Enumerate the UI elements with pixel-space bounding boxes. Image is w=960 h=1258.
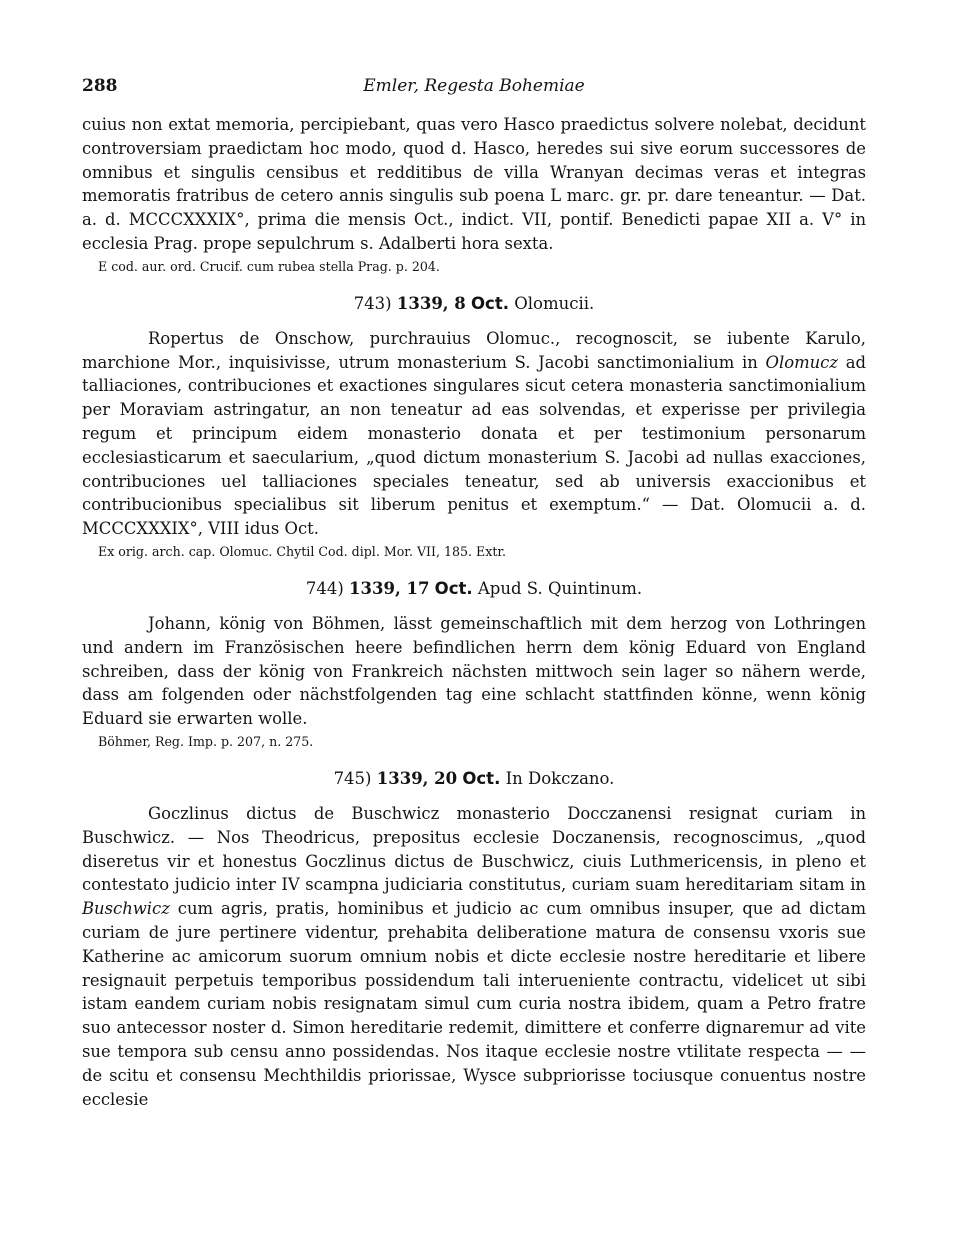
entry-text-part: ad talliaciones, contribuciones et exactiones singulares sicut cetera monasteria sanctimonialium per Moraviam astringatur, an non teneatur ad eas solvendas, et experisse per privilegia regum et principum eidem monasterio donata et per testimonium personarum ecclesiasticarum et saecularium, „quod dictum monasterium S. Jacobi ad nullas exacciones, contribuciones uel talliaciones speciales teneatur, sed ab universis exaccionibus et contribucionibus specialibus sit liberum penitus et exemptum.“ — Dat. Olomucii a. d. MCCCXXXIX°, VIII idus Oct.: [82, 352, 866, 539]
page-number: 288: [82, 76, 118, 96]
entry-743-text: [82, 327, 866, 541]
running-title: Emler, Regesta Bohemiae: [363, 76, 585, 96]
entry-month: Oct.: [462, 768, 501, 788]
entry-date: 1339, 17: [349, 578, 430, 598]
entry-744-text: [82, 612, 866, 731]
entry-month: Oct.: [471, 293, 509, 313]
entry-month: Oct.: [434, 578, 473, 598]
entry-date: 1339, 20: [376, 768, 458, 788]
entry-745-heading: [82, 767, 866, 791]
entry-number: 745): [333, 768, 372, 788]
entry-number: 744): [305, 578, 344, 598]
entry-text-part: Johann, könig von Böhmen, lässt gemeinschaftlich mit dem herzog von Lothringen und andern im Französischen heere befindlichen herrn dem könig Eduard von England schreiben, dass der könig von Frankreich nächsten mittwoch sein lager so nähern werde, dass am folgenden oder nächstfolgenden tag eine schlacht stattfinden könne, wenn könig Eduard sie erwarten wolle.: [82, 613, 866, 729]
entry-743-source: Ex orig. arch. cap. Olomuc. Chytil Cod. dipl. Mor. VII, 185. Extr.: [98, 543, 507, 559]
entry-place: Apud S. Quintinum.: [477, 578, 643, 598]
page: [82, 70, 866, 1111]
intro-paragraph: [82, 113, 866, 256]
entry-text-part: Goczlinus dictus de Buschwicz monasterio Docczanensi resignat curiam in Buschwicz. — Nos Theodricus, prepositus ecclesie Doczanensis, recognoscimus, „quod diseretus vir et honestus Goczlinus dictus de Buschwicz, ciuis Luthmericensis, in pleno et contestato judicio inter IV scampna judiciaria constitutus, curiam suam hereditariam sitam in: [82, 803, 866, 895]
intro-text: cuius non extat memoria, percipiebant, quas vero Hasco praedictus solvere nolebat, decidunt controversiam praedictam hoc modo, quod d. Hasco, heredes sui sive eorum successores de omnibus et singulis censibus et redditibus de villa Wranyan decimas veras et integras memoratis fratribus de cetero annis singulis sub poena L marc. gr. pr. dare teneantur. — Dat. a. d. MCCCXXXIX°, prima die mensis Oct., indict. VII, pontif. Benedicti papae XII a. V° in ecclesia Prag. prope sepulchrum s. Adalberti hora sexta.: [82, 115, 866, 253]
entry-italic-place: Olomucz: [765, 352, 838, 372]
running-head: [82, 70, 866, 106]
entry-italic-place: Buschwicz: [82, 899, 170, 919]
entry-745-text: [82, 802, 866, 1111]
entry-number: 743): [353, 293, 392, 313]
entry-place: Olomucii.: [514, 293, 595, 313]
entry-date: 1339, 8: [396, 293, 466, 313]
entry-text-part: cum agris, pratis, hominibus et judicio ac cum omnibus insuper, que ad dictam curiam de jure pertinere videntur, prehabita deliberatione matura de consensu vxoris sue Katherine ac amicorum suorum omnium nobis et dicte ecclesie nostre hereditarie et libere resignauit perpetuis temporibus possidendum tali interueniente contractu, videlicet ut sibi istam eandem curiam nobis resignatam simul cum curia nostra ibidem, quam a Petro fratre suo antecessor noster d. Simon hereditarie redemit, dimittere et conferre dignaremur ad vite sue tempora sub censu anno possidendas. Nos itaque ecclesie nostre vtilitate respecta — — de scitu et consensu Mechthildis priorissae, Wysce subpriorisse tociusque conuentus nostre ecclesie: [82, 899, 866, 1109]
entry-place: In Dokczano.: [505, 768, 615, 788]
entry-744-heading: [82, 577, 866, 601]
entry-text-part: Ropertus de Onschow, purchrauius Olomuc., recognoscit, se iubente Karulo, marchione Mor., inquisivisse, utrum monasterium S. Jacobi sanctimonialium in: [82, 328, 866, 372]
intro-source: E cod. aur. ord. Crucif. cum rubea stella Prag. p. 204.: [98, 258, 440, 274]
entry-744-source: Böhmer, Reg. Imp. p. 207, n. 275.: [98, 733, 314, 749]
entry-743-heading: [82, 292, 866, 316]
